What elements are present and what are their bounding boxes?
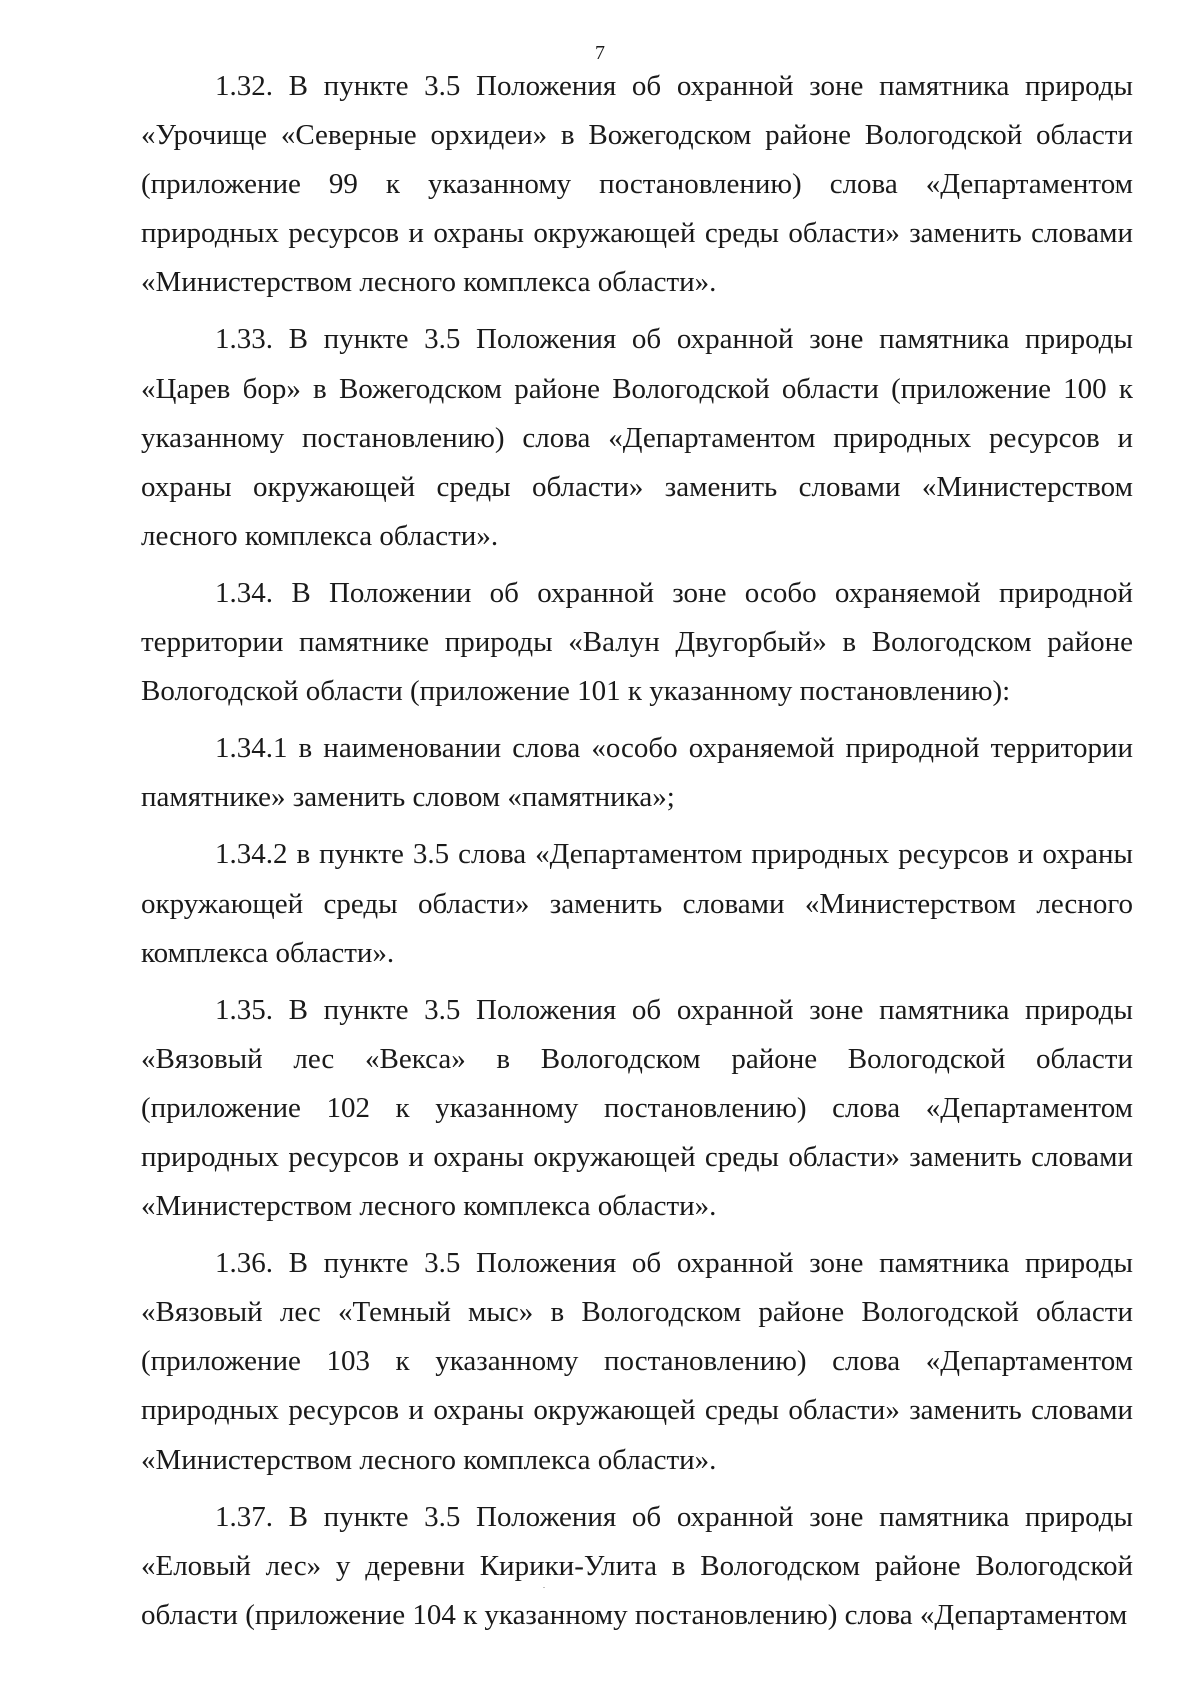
page-number: 7 (595, 42, 605, 64)
paragraph-1-37: 1.37. В пункте 3.5 Положения об охранной зоне памятника природы «Еловый лес» у деревни Кирики-Улита в Вологодском районе Вологодской области (приложение 104 к указанному постановлению) слова «Департаментом (141, 1500, 1133, 1631)
paragraph-1-36: 1.36. В пункте 3.5 Положения об охранной зоне памятника природы «Вязовый лес «Темный мыс» в Вологодском районе Вологодской области (приложение 103 к указанному постановлению) слова «Департаментом природных ресурсов и охраны окружающей среды области» заменить словами «Министерством лесного комплекса области». (141, 1247, 1133, 1476)
document-body (141, 62, 1133, 1648)
paragraph-1-34-1: 1.34.1 в наименовании слова «особо охраняемой природной территории памятнике» заменить словом «памятника»; (141, 732, 1133, 814)
scan-speck (543, 1587, 545, 1588)
paragraph-1-35: 1.35. В пункте 3.5 Положения об охранной зоне памятника природы «Вязовый лес «Векса» в Вологодском районе Вологодской области (приложение 102 к указанному постановлению) слова «Департаментом природных ресурсов и охраны окружающей среды области» заменить словами «Министерством лесного комплекса области». (141, 993, 1133, 1223)
paragraph-1-32: 1.32. В пункте 3.5 Положения об охранной зоне памятника природы «Урочище «Северные орхидеи» в Вожегодском районе Вологодской области (приложение 99 к указанному постановлению) слова «Департаментом природных ресурсов и охраны окружающей среды области» заменить словами «Министерством лесного комплекса области». (141, 70, 1133, 299)
paragraph-1-33: 1.33. В пункте 3.5 Положения об охранной зоне памятника природы «Царев бор» в Вожегодском районе Вологодской области (приложение 100 к указанному постановлению) слова «Департаментом природных ресурсов и охраны окружающей среды области» заменить словами «Министерством лесного комплекса области». (141, 323, 1133, 552)
paragraph-1-34: 1.34. В Положении об охранной зоне особо охраняемой природной территории памятнике природы «Валун Двугорбый» в Вологодском районе Вологодской области (приложение 101 к указанному постановлению): (141, 576, 1133, 708)
paragraph-1-34-2: 1.34.2 в пункте 3.5 слова «Департаментом природных ресурсов и охраны окружающей среды области» заменить словами «Министерством лесного комплекса области». (141, 838, 1133, 969)
